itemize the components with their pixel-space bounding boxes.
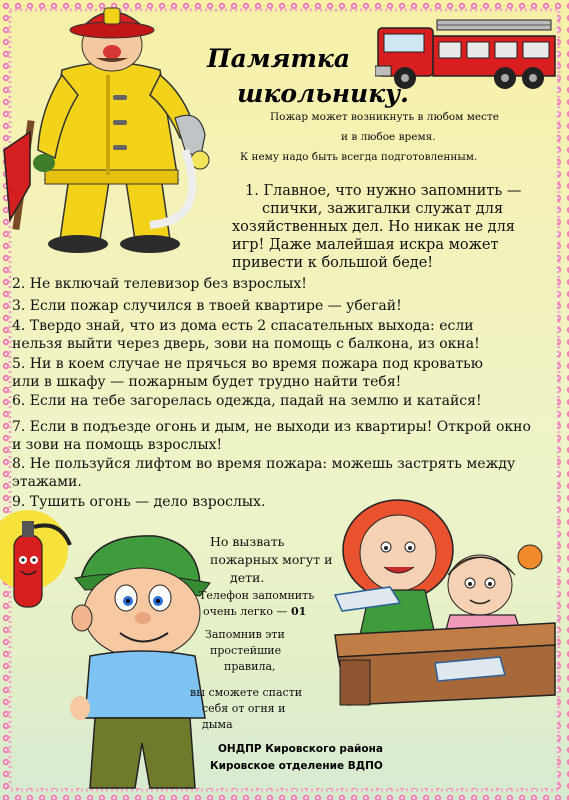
rule-8-line: 8. Не пользуйся лифтом во время пожара: можешь застрять между [12,456,516,472]
rule-1-line: хозяйственных дел. Но никак не для [232,219,515,235]
rule-7-line: и зови на помощь взрослых! [12,437,223,453]
phone-text-line [203,604,306,619]
save-text-line: вы сможете спасти [190,686,303,699]
rule-8-line: этажами. [12,474,82,490]
rule-2: 2. Не включай телевизор без взрослых! [12,276,307,292]
save-text-line: себя от огня и [202,702,286,715]
rule-6: 6. Если на тебе загорелась одежда, падай на землю и катайся! [12,393,482,409]
remember-text-line: Запомнив эти [205,628,285,641]
call-text-line: Но вызвать [210,534,285,549]
remember-text-line: правила, [224,660,276,673]
phone-text-line: Телефон запомнить [199,589,315,602]
footer-line-2: Кировское отделение ВДПО [210,760,383,772]
intro-line-2: и в любое время. [341,131,436,143]
intro-line-1: Пожар может возникнуть в любом месте [270,111,500,123]
phone-number: 01 [290,605,307,618]
rule-9: 9. Тушить огонь — дело взрослых. [12,494,266,510]
rule-1-line: привести к большой беде! [232,255,434,271]
rule-5-line: 5. Ни в коем случае не прячься во время пожара под кроватью [12,356,483,372]
remember-text-line: простейшие [210,644,282,657]
title-line-2: школьнику. [237,79,409,108]
rule-1-line: 1. Главное, что нужно запомнить — [245,183,522,199]
rule-1-line: спички, зажигалки служат для [262,201,504,217]
firefighter-illustration [0,0,215,265]
call-text-line: дети. [230,570,265,585]
rule-3: 3. Если пожар случился в твоей квартире — убегай! [12,298,402,314]
rule-1-line: игр! Даже малейшая искра может [232,237,499,253]
rule-5-line: или в шкафу — пожарным будет трудно найти тебя! [12,374,402,390]
boy-illustration [60,528,220,790]
phone-label: очень легко — [203,605,291,618]
footer-line-1: ОНДПР Кировского района [218,743,383,755]
rule-7-line: 7. Если в подъезде огонь и дым, не выходи из квартиры! Открой окно [12,419,531,435]
title-line-1: Памятка [207,44,351,73]
rule-4-line: нельзя выйти через дверь, зови на помощь с балкона, из окна! [12,336,480,352]
rule-4-line: 4. Твердо знай, что из дома есть 2 спасательных выхода: если [12,318,474,334]
intro-line-3: К нему надо быть всегда подготовленным. [240,151,478,163]
save-text-line: дыма [202,718,233,731]
call-text-line: пожарных могут и [210,552,333,567]
girls-at-desk-illustration [330,495,558,710]
